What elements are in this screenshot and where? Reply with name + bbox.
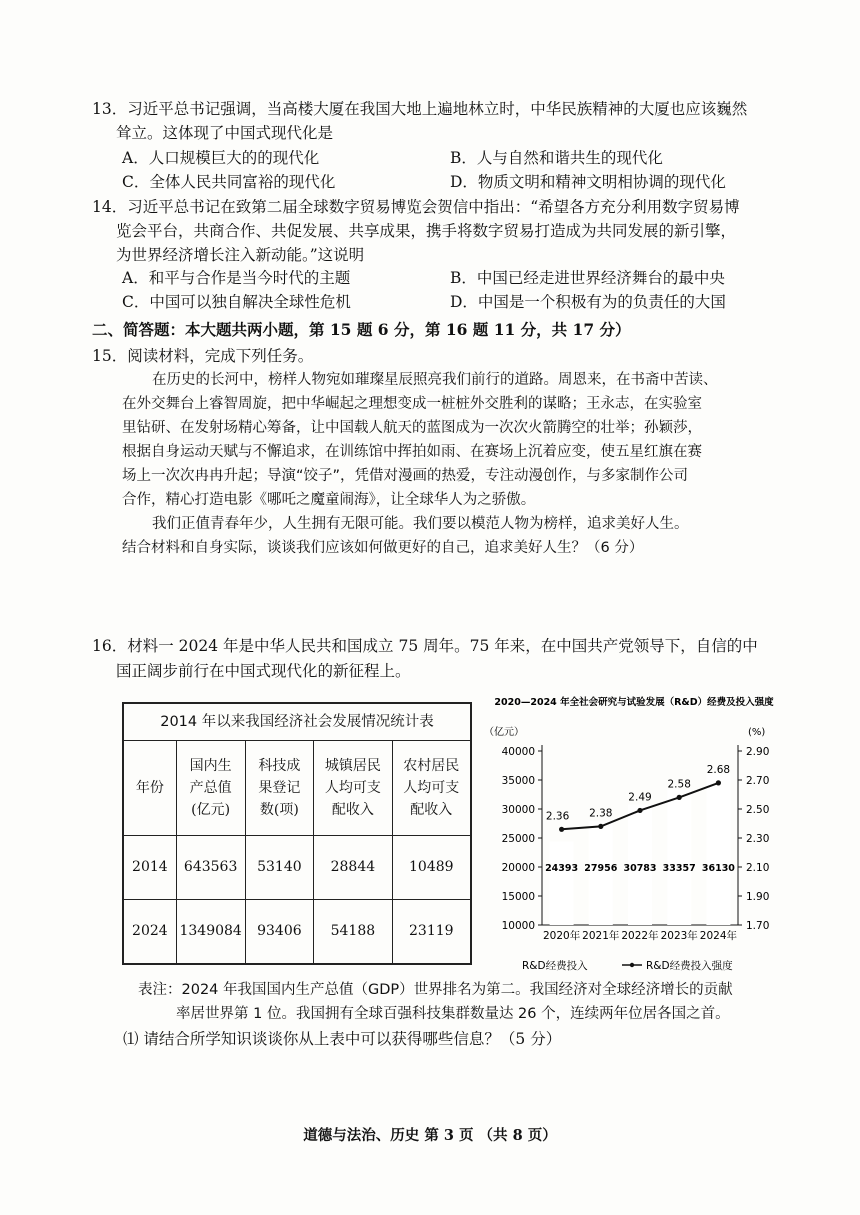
right-tick-label: 2.10 <box>746 862 770 874</box>
line-value-label: 2.68 <box>706 763 731 776</box>
q13-option-b: B．人与自然和谐共生的现代化 <box>450 149 663 167</box>
legend-line-marker <box>630 963 634 967</box>
q15-para-line6: 合作，精心打造电影《哪吒之魔童闹海》，让全球华人为之骄傲。 <box>122 492 536 508</box>
table-note-line1: 表注：2024 年我国国内生产总值（GDP）世界排名为第二。我国经济对全球经济增长的贡献 <box>138 982 733 998</box>
rd-chart <box>478 685 790 975</box>
left-tick-label: 20000 <box>501 862 535 874</box>
right-tick-label: 2.30 <box>746 833 770 845</box>
left-tick-label: 40000 <box>501 746 535 758</box>
table-cell: 54188 <box>314 899 392 964</box>
statistics-table <box>122 702 472 965</box>
table-cell: 1349084 <box>176 899 245 964</box>
intensity-point <box>637 808 642 813</box>
intensity-point <box>559 827 564 832</box>
q15-task: 结合材料和自身实际，谈谈我们应该如何做更好的自己，追求美好人生？（6 分） <box>122 540 644 556</box>
line-value-label: 2.58 <box>667 778 691 791</box>
x-tick-label: 2023年 <box>660 930 698 942</box>
q15-stem: 15．阅读材料，完成下列任务。 <box>92 347 314 365</box>
q14-option-d: D．中国是一个积极有为的负责任的大国 <box>450 293 726 311</box>
q14-option-b: B．中国已经走进世界经济舞台的最中央 <box>450 269 725 287</box>
right-tick-label: 1.90 <box>746 891 770 903</box>
x-tick-label: 2020年 <box>542 930 581 942</box>
q13-stem-line1: 13．习近平总书记强调，当高楼大厦在我国大地上遍地林立时，中华民族精神的大厦也应该巍然 <box>92 100 748 118</box>
q13-option-a: A．人口规模巨大的的现代化 <box>122 149 320 167</box>
bar <box>550 842 574 925</box>
q16-stem-line2: 国正阔步前行在中国式现代化的新征程上。 <box>116 662 411 680</box>
q15-para-line7: 我们正值青春年少，人生拥有无限可能。我们要以模范人物为榜样，追求美好人生。 <box>152 516 689 532</box>
bar-value-label: 24393 <box>545 863 579 874</box>
q14-option-c: C．中国可以独自解决全球性危机 <box>122 293 351 311</box>
q14-stem-line3: 为世界经济增长注入新动能。”这说明 <box>116 246 365 264</box>
line-value-label: 2.38 <box>589 807 613 820</box>
q14-option-a: A．和平与合作是当今时代的主题 <box>122 269 351 287</box>
q16-stem-line1: 16．材料一 2024 年是中华人民共和国成立 75 周年。75 年来，在中国共产党领导下，自信的中 <box>92 637 758 655</box>
table-cell: 2024 <box>123 899 176 964</box>
table-cell: 643563 <box>176 836 245 900</box>
x-tick-label: 2021年 <box>582 930 620 942</box>
page-footer: 道德与法治、历史 第 3 页 （共 8 页） <box>303 1127 557 1144</box>
right-tick-label: 1.70 <box>746 920 770 932</box>
q15-para-line2: 在外交舞台上睿智周旋，把中华崛起之理想变成一桩桩外交胜利的谋略；王永志，在实验室 <box>122 396 702 412</box>
intensity-point <box>598 824 603 829</box>
x-tick-label: 2024年 <box>699 930 738 942</box>
line-value-label: 2.36 <box>545 810 570 823</box>
chart-title: 2020—2024 年全社会研究与试验发展（R&D）经费及投入强度 <box>494 697 774 708</box>
q15-para-line3: 里钻研、在发射场精心筹备，让中国载人航天的蓝图成为一次次火箭腾空的壮举；孙颖莎， <box>122 420 702 436</box>
table-row <box>123 899 471 964</box>
right-unit-label: (%) <box>748 727 766 738</box>
left-unit-label: （亿元） <box>484 727 524 738</box>
q15-para-line4: 根据自身运动天赋与不懈追求，在训练馆中挥拍如雨、在赛场上沉着应变，使五星红旗在赛 <box>122 444 702 460</box>
table-caption: 2014 年以来我国经济社会发展情况统计表 <box>123 703 471 741</box>
table-header-rural: 农村居民 人均可支 配收入 <box>392 741 471 836</box>
q16-sub1: ⑴ 请结合所学知识谈谈你从上表中可以获得哪些信息？（5 分） <box>123 1030 562 1048</box>
q14-stem-line1: 14．习近平总书记在致第二届全球数字贸易博览会贺信中指出：“希望各方充分利用数字贸易博 <box>92 198 740 216</box>
table-cell: 10489 <box>392 836 471 900</box>
right-tick-label: 2.70 <box>746 775 770 787</box>
q13-option-c: C．全体人民共同富裕的现代化 <box>122 173 336 191</box>
table-row <box>123 836 471 900</box>
table-cell: 93406 <box>245 899 314 964</box>
bar-value-label: 36130 <box>701 863 735 874</box>
x-tick-label: 2022年 <box>621 930 659 942</box>
table-header-urban: 城镇居民 人均可支 配收入 <box>314 741 392 836</box>
right-tick-label: 2.90 <box>746 746 770 758</box>
q13-stem-line2: 耸立。这体现了中国式现代化是 <box>116 124 334 142</box>
table-cell: 53140 <box>245 836 314 900</box>
left-tick-label: 30000 <box>501 804 535 816</box>
section-heading: 二、简答题：本大题共两小题，第 15 题 6 分，第 16 题 11 分，共 17 分） <box>92 320 631 339</box>
table-cell: 28844 <box>314 836 392 900</box>
bar-value-label: 27956 <box>584 863 618 874</box>
q14-stem-line2: 览会平台，共商合作、共促发展、共享成果，携手将数字贸易打造成为共同发展的新引擎， <box>116 222 737 240</box>
table-cell: 2014 <box>123 836 176 900</box>
table-header-tech: 科技成 果登记 数(项) <box>245 741 314 836</box>
table-header-year: 年份 <box>123 741 176 836</box>
bar <box>667 790 691 925</box>
bar <box>706 773 730 925</box>
intensity-point <box>677 795 682 800</box>
bar-value-label: 30783 <box>623 863 657 874</box>
table-header-gdp: 国内生 产总值 (亿元) <box>176 741 245 836</box>
right-tick-label: 2.50 <box>746 804 770 816</box>
intensity-point <box>716 780 721 785</box>
line-value-label: 2.49 <box>628 791 652 804</box>
left-tick-label: 10000 <box>501 920 535 932</box>
table-note-line2: 率居世界第 1 位。我国拥有全球百强科技集群数量达 26 个，连续两年位居各国之首。 <box>176 1006 730 1022</box>
table-cell: 23119 <box>392 899 471 964</box>
q15-para-line1: 在历史的长河中，榜样人物宛如璀璨星辰照亮我们前行的道路。周恩来，在书斋中苦读、 <box>152 372 718 388</box>
q13-option-d: D．物质文明和精神文明相协调的现代化 <box>450 173 726 191</box>
legend-bar-label: R&D经费投入 <box>522 960 588 972</box>
left-tick-label: 15000 <box>501 891 535 903</box>
legend-line-label: R&D经费投入强度 <box>646 960 733 972</box>
bar-value-label: 33357 <box>662 863 696 874</box>
q15-para-line5: 场上一次次冉冉升起；导演“饺子”，凭借对漫画的热爱，专注动漫创作，与多家制作公司 <box>122 468 689 484</box>
left-tick-label: 25000 <box>501 833 535 845</box>
left-tick-label: 35000 <box>501 775 535 787</box>
